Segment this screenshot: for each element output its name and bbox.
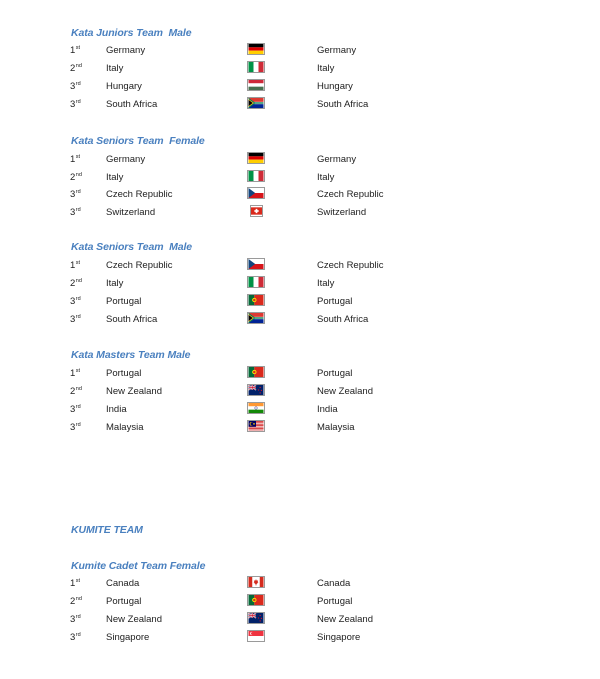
result-row: [0, 43, 600, 60]
country-name: Germany: [106, 154, 146, 165]
country-name: Singapore: [106, 632, 150, 643]
rank-label: 1st: [70, 578, 81, 589]
portugal-flag-icon: [247, 594, 265, 606]
country-name: Malaysia: [106, 422, 144, 433]
country-name-repeat: New Zealand: [317, 614, 373, 625]
section-heading: Kata Seniors Team Male: [71, 241, 193, 253]
rank-label: 1st: [70, 260, 81, 271]
section-heading: Kumite Cadet Team Female: [71, 560, 206, 572]
country-name-repeat: South Africa: [317, 99, 369, 110]
south-africa-flag-icon: [247, 312, 265, 324]
country-name: South Africa: [106, 314, 158, 325]
rank-label: 1st: [70, 368, 81, 379]
country-name-repeat: Czech Republic: [317, 260, 384, 271]
result-row: [0, 170, 600, 187]
country-name: Hungary: [106, 81, 142, 92]
result-row: [0, 420, 600, 437]
czech-republic-flag-icon: [247, 187, 265, 199]
country-name: Switzerland: [106, 207, 156, 218]
result-row: [0, 576, 600, 593]
country-name-repeat: Switzerland: [317, 207, 367, 218]
india-flag-icon: [247, 402, 265, 414]
rank-label: 2nd: [70, 386, 82, 397]
country-name: New Zealand: [106, 614, 162, 625]
result-row: [0, 79, 600, 96]
country-name: South Africa: [106, 99, 158, 110]
rank-label: 3rd: [70, 632, 81, 643]
country-name: India: [106, 404, 127, 415]
rank-label: 2nd: [70, 172, 82, 183]
country-name-repeat: Italy: [317, 278, 335, 289]
result-row: [0, 61, 600, 78]
country-name: Czech Republic: [106, 189, 173, 200]
malaysia-flag-icon: [247, 420, 265, 432]
country-name-repeat: Portugal: [317, 368, 353, 379]
country-name: Italy: [106, 278, 124, 289]
new-zealand-flag-icon: [247, 384, 265, 396]
result-row: [0, 258, 600, 275]
rank-label: 3rd: [70, 189, 81, 200]
rank-label: 3rd: [70, 614, 81, 625]
result-row: [0, 612, 600, 629]
rank-label: 3rd: [70, 207, 81, 218]
country-name: New Zealand: [106, 386, 162, 397]
country-name-repeat: Malaysia: [317, 422, 355, 433]
rank-label: 2nd: [70, 596, 82, 607]
section-heading: Kata Masters Team Male: [71, 349, 191, 361]
result-row: [0, 152, 600, 169]
country-name-repeat: Portugal: [317, 596, 353, 607]
country-name: Italy: [106, 63, 124, 74]
czech-republic-flag-icon: [247, 258, 265, 270]
result-row: [0, 312, 600, 329]
rank-label: 2nd: [70, 63, 82, 74]
result-row: [0, 97, 600, 114]
result-row: [0, 630, 600, 647]
south-africa-flag-icon: [247, 97, 265, 109]
result-row: [0, 276, 600, 293]
italy-flag-icon: [247, 276, 265, 288]
result-row: [0, 402, 600, 419]
country-name-repeat: Singapore: [317, 632, 361, 643]
country-name: Portugal: [106, 296, 142, 307]
rank-label: 2nd: [70, 278, 82, 289]
germany-flag-icon: [247, 152, 265, 164]
portugal-flag-icon: [247, 366, 265, 378]
country-name: Portugal: [106, 368, 142, 379]
italy-flag-icon: [247, 170, 265, 182]
italy-flag-icon: [247, 61, 265, 73]
hungary-flag-icon: [247, 79, 265, 91]
result-row: [0, 366, 600, 383]
canada-flag-icon: [247, 576, 265, 588]
country-name-repeat: India: [317, 404, 338, 415]
rank-label: 3rd: [70, 81, 81, 92]
rank-label: 1st: [70, 45, 81, 56]
rank-label: 3rd: [70, 296, 81, 307]
country-name-repeat: Czech Republic: [317, 189, 384, 200]
rank-label: 1st: [70, 154, 81, 165]
germany-flag-icon: [247, 43, 265, 55]
country-name: Czech Republic: [106, 260, 173, 271]
country-name-repeat: Portugal: [317, 296, 353, 307]
section-heading: KUMITE TEAM: [71, 524, 143, 536]
country-name-repeat: Hungary: [317, 81, 353, 92]
country-name-repeat: Italy: [317, 172, 335, 183]
result-row: [0, 594, 600, 611]
result-row: [0, 384, 600, 401]
rank-label: 3rd: [70, 99, 81, 110]
rank-label: 3rd: [70, 314, 81, 325]
country-name-repeat: Italy: [317, 63, 335, 74]
portugal-flag-icon: [247, 294, 265, 306]
country-name-repeat: South Africa: [317, 314, 369, 325]
country-name: Germany: [106, 45, 146, 56]
section-heading: Kata Seniors Team Female: [71, 135, 205, 147]
country-name-repeat: New Zealand: [317, 386, 373, 397]
new-zealand-flag-icon: [247, 612, 265, 624]
singapore-flag-icon: [247, 630, 265, 642]
rank-label: 3rd: [70, 422, 81, 433]
switzerland-flag-icon: [250, 205, 263, 217]
country-name: Italy: [106, 172, 124, 183]
country-name: Canada: [106, 578, 140, 589]
result-row: [0, 294, 600, 311]
rank-label: 3rd: [70, 404, 81, 415]
country-name-repeat: Germany: [317, 45, 357, 56]
country-name-repeat: Canada: [317, 578, 351, 589]
result-row: [0, 187, 600, 204]
section-heading: Kata Juniors Team Male: [71, 27, 192, 39]
result-row: [0, 205, 600, 222]
country-name-repeat: Germany: [317, 154, 357, 165]
country-name: Portugal: [106, 596, 142, 607]
